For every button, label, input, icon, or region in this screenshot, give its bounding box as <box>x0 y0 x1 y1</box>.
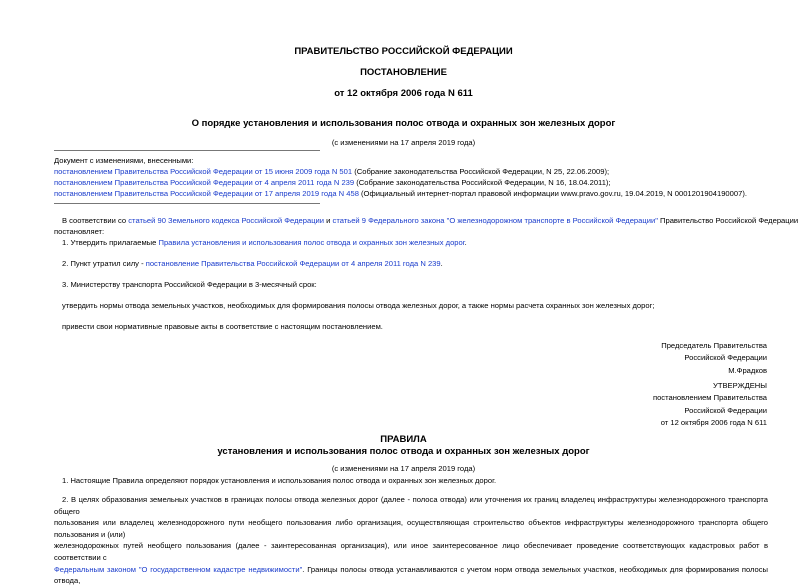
change-note: (Собрание законодательства Российской Федерации, N 25, 22.06.2009); <box>352 167 610 176</box>
rule-1: 1. Настоящие Правила определяют порядок установления и использования полос отвода и охранных зон железных дорог. <box>62 476 497 485</box>
item-text: 1. Утвердить прилагаемые <box>62 238 159 247</box>
rule-2-line <box>54 564 768 587</box>
change-link[interactable]: постановлением Правительства Российской Федерации от 4 апреля 2011 года N 239 <box>54 178 355 187</box>
divider-top <box>54 150 320 151</box>
item-1 <box>62 238 467 247</box>
resolves-text: постановляет: <box>54 227 105 236</box>
change-item <box>54 178 611 187</box>
changes-intro: Документ с изменениями, внесенными: <box>54 156 194 165</box>
preamble-line <box>62 216 798 225</box>
document-date-number: от 12 октября 2006 года N 611 <box>334 88 473 99</box>
signature-position: Председатель Правительства <box>661 341 767 350</box>
item-text: 2. Пункт утратил силу - <box>62 259 146 268</box>
rules-subheading: установления и использования полос отвода и охранных зон железных дорог <box>217 446 590 457</box>
rules-revision: (с изменениями на 17 апреля 2019 года) <box>331 464 476 473</box>
approval-block <box>653 380 767 430</box>
item-2 <box>62 259 443 268</box>
rule-2-line: 2. В целях образования земельных участков в границах полосы отвода железных дорог (далее - полоса отвода) или уточнения их границ владелец инфраструктуры железнодорожного транспорта общего <box>54 495 768 516</box>
repeal-link[interactable]: постановление Правительства Российской Федерации от 4 апреля 2011 года N 239 <box>145 259 441 268</box>
change-note: (Официальный интернет-портал правовой информации www.pravo.gov.ru, 19.04.2019, N 0001201904190007). <box>358 189 747 198</box>
signature-country: Российской Федерации <box>684 353 767 363</box>
approved-date: от 12 октября 2006 года N 611 <box>660 418 767 428</box>
signature-block <box>661 340 767 377</box>
approved-heading: УТВЕРЖДЕНЫ <box>713 381 767 390</box>
item-3-sub-1: утвердить нормы отвода земельных участков, необходимых для формирования полосы отвода железных дорог, а также нормы расчета охранных зон железных дорог; <box>62 301 655 310</box>
change-item <box>54 189 747 198</box>
change-note: (Собрание законодательства Российской Федерации, N 16, 18.04.2011); <box>354 178 611 187</box>
government-name: ПРАВИТЕЛЬСТВО РОССИЙСКОЙ ФЕДЕРАЦИИ <box>294 46 513 57</box>
railway-law-link[interactable]: статьей 9 Федерального закона "О железнодорожном транспорте в Российской Федерации" <box>332 216 658 225</box>
signature-name: М.Фрадков <box>728 365 767 375</box>
item-text: . <box>440 259 443 268</box>
change-link[interactable]: постановлением Правительства Российской Федерации от 17 апреля 2019 года N 458 <box>54 189 359 198</box>
rule-2-line: пользования или владелец железнодорожного пути необщего пользования либо организация, осуществляющая строительство объектов инфраструктуры железнодорожного транспорта общего пользования и (или) <box>54 518 768 539</box>
change-item <box>54 167 609 176</box>
cadastre-law-link[interactable]: Федеральным законом "О государственном кадастре недвижимости" <box>54 564 303 574</box>
change-link[interactable]: постановлением Правительства Российской Федерации от 15 июня 2009 года N 501 <box>54 167 353 176</box>
item-3-sub-2: привести свои нормативные правовые акты в соответствие с настоящим постановлением. <box>62 322 383 331</box>
divider-bottom <box>54 203 320 204</box>
revision-note: (с изменениями на 17 апреля 2019 года) <box>331 138 476 147</box>
rule-2-text: . Границы полосы отвода устанавливаются с учетом норм отвода земельных участков, необходимых для формирования полосы отвода, <box>54 564 768 586</box>
item-3: 3. Министерству транспорта Российской Федерации в 3-месячный срок: <box>62 280 317 289</box>
preamble-text: Правительство Российской Федерации <box>657 216 799 225</box>
approved-country: Российской Федерации <box>684 405 767 415</box>
document-type: ПОСТАНОВЛЕНИЕ <box>360 67 447 78</box>
rules-heading: ПРАВИЛА <box>380 434 427 445</box>
document-title: О порядке установления и использования полос отвода и охранных зон железных дорог <box>191 118 616 129</box>
land-code-link[interactable]: статьей 90 Земельного кодекса Российской Федерации <box>128 216 325 225</box>
approved-by: постановлением Правительства <box>652 393 767 403</box>
rule-2 <box>54 494 768 587</box>
rules-link[interactable]: Правила установления и использования полос отвода и охранных зон железных дорог <box>158 238 465 247</box>
item-text: . <box>464 238 467 247</box>
preamble-text: В соответствии со <box>62 216 129 225</box>
preamble-text: и <box>324 216 333 225</box>
rule-2-line: железнодорожных путей необщего пользования (далее - заинтересованная организация), или иное заинтересованное лицо обеспечивает проведение соответствующих кадастровых работ в соответствии с <box>54 541 768 562</box>
